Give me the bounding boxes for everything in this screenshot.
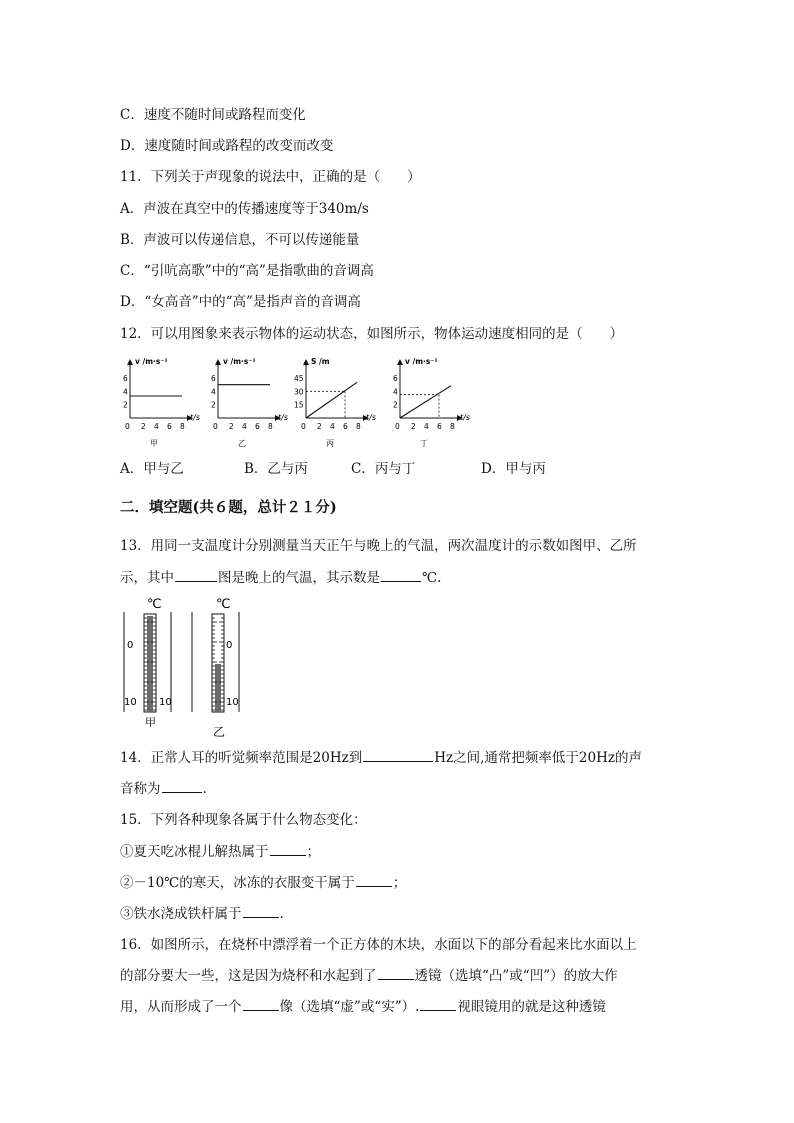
q10-option-d: D．速度随时间或路程的改变而改变 — [120, 138, 334, 154]
q15-blank-2[interactable] — [356, 874, 392, 887]
x-axis-label: t/s — [278, 413, 288, 422]
q16-line3 — [120, 995, 606, 1015]
therm-jia-unit: ℃ — [147, 597, 162, 612]
y-tick-label: 4 — [393, 387, 398, 397]
x-tick-label: 2 — [229, 422, 234, 431]
therm-yi-label: 乙 — [213, 725, 226, 739]
q14-blank-2[interactable] — [162, 780, 202, 793]
y-axis-label: v /m·s⁻¹ — [223, 357, 256, 366]
x-axis-label: t/s — [366, 413, 376, 422]
q13-text-c: ℃. — [422, 570, 442, 586]
thermometer-jia — [124, 597, 172, 729]
x-tick-label: 0 — [125, 422, 130, 431]
q12-options — [120, 457, 546, 477]
y-tick-label: 6 — [393, 374, 398, 383]
x-tick-label: 0 — [301, 422, 306, 431]
q15-item-1 — [120, 840, 320, 860]
x-tick-label: 6 — [343, 422, 348, 431]
y-tick-label: 6 — [123, 374, 128, 383]
q11-option-d: D．“女高音”中的“高”是指声音的音调高 — [120, 294, 361, 310]
therm-jia-label: 甲 — [145, 716, 156, 729]
x-tick-label: 8 — [268, 422, 273, 431]
x-tick-label: 4 — [330, 422, 335, 431]
q14-text-a: 14．正常人耳的听觉频率范围是20Hz到 — [120, 750, 363, 766]
q12-stem: 12．可以用图象来表示物体的运动状态，如图所示，物体运动速度相同的是（ ） — [120, 326, 624, 342]
section-title: 二．填空题(共６题，总计２１分) — [120, 499, 337, 516]
q14-line1 — [120, 746, 642, 766]
x-axis-label: t/s — [190, 413, 200, 422]
q16-text-e: 视眼镜用的就是这种透镜 — [457, 999, 606, 1015]
q16-line2 — [120, 964, 618, 984]
y-tick-label: 45 — [294, 374, 304, 383]
q11-option-c: C．“引吭高歌”中的“高”是指歌曲的音调高 — [120, 263, 374, 279]
q13-line1: 13．用同一支温度计分别测量当天正午与晚上的气温，两次温度计的示数如图甲、乙所 — [120, 538, 637, 554]
x-tick-label: 0 — [395, 422, 400, 431]
x-tick-label: 2 — [141, 422, 146, 431]
graph-2 — [294, 357, 376, 448]
q16-text-a: 的部分要大一些，这是因为烧杯和水起到了 — [120, 968, 377, 984]
q13-line2 — [120, 566, 441, 586]
data-line — [306, 382, 357, 418]
q15-i1-text: ①夏天吃冰棍儿解热属于 — [120, 844, 269, 860]
therm-yi-tick0: 0 — [226, 640, 233, 651]
q15-stem: 15．下列各种现象各属于什么物态变化： — [120, 812, 367, 828]
y-tick-label: 15 — [294, 400, 304, 410]
q14-text-d: . — [202, 781, 207, 797]
q15-blank-1[interactable] — [270, 843, 306, 856]
therm-jia-tick0: 0 — [127, 640, 134, 651]
x-tick-label: 0 — [213, 422, 218, 431]
q15-item-2 — [120, 871, 406, 891]
x-tick-label: 4 — [154, 422, 159, 431]
q16-text-c: 用，从而形成了一个 — [120, 999, 242, 1015]
x-tick-label: 4 — [242, 422, 247, 431]
x-axis-label: t/s — [460, 413, 470, 422]
q14-text-b: Hz之间,通常把频率低于20Hz的声 — [434, 750, 642, 766]
q16-text-b: 透镜（选填“凸”或“凹”）的放大作 — [414, 968, 618, 984]
q14-text-c: 音称为 — [120, 781, 161, 797]
q13-blank-2[interactable] — [381, 569, 421, 582]
y-axis-label: S /m — [311, 357, 330, 366]
y-axis-label: v /m·s⁻¹ — [405, 357, 438, 366]
q15-i2-text: ②－10℃的寒天，冰冻的衣服变干属于 — [120, 875, 355, 891]
q16-line1: 16．如图所示，在烧杯中漂浮着一个正方体的木块，水面以下的部分看起来比水面以上 — [120, 937, 637, 953]
y-tick-label: 2 — [211, 400, 216, 410]
y-tick-label: 30 — [294, 387, 304, 397]
graph-3 — [393, 357, 470, 448]
q14-blank-1[interactable] — [363, 749, 433, 762]
q13-thermometers — [118, 592, 248, 740]
q14-line2 — [120, 777, 207, 797]
q15-i3-end: . — [279, 906, 284, 922]
x-tick-label: 8 — [180, 422, 185, 431]
x-tick-label: 8 — [356, 422, 361, 431]
q16-blank-2[interactable] — [243, 998, 279, 1011]
x-tick-label: 8 — [450, 422, 455, 431]
y-tick-label: 6 — [211, 374, 216, 383]
q12-option-a: A．甲与乙 — [120, 461, 184, 477]
q11-stem: 11．下列关于声现象的说法中，正确的是（ ） — [120, 169, 421, 185]
q15-blank-3[interactable] — [243, 905, 279, 918]
graph-label: 丙 — [326, 439, 334, 448]
q16-blank-3[interactable] — [420, 998, 456, 1011]
x-tick-label: 6 — [255, 422, 260, 431]
q13-text-a: 示，其中 — [120, 570, 174, 586]
x-tick-label: 6 — [437, 422, 442, 431]
graph-label: 乙 — [238, 439, 246, 448]
q10-option-c: C．速度不随时间或路程而变化 — [120, 107, 306, 123]
y-tick-label: 4 — [211, 387, 216, 397]
therm-yi-tick10: 10 — [226, 697, 239, 708]
q15-i2-end: ； — [392, 875, 407, 891]
therm-jia-tick10-left: 10 — [124, 697, 137, 708]
y-tick-label: 4 — [123, 387, 128, 397]
q12-graphs — [118, 350, 488, 450]
data-line — [400, 386, 451, 418]
q12-option-b: B．乙与丙 — [244, 461, 308, 477]
q12-option-c: C．丙与丁 — [351, 461, 416, 477]
graph-label: 丁 — [420, 439, 428, 448]
q13-text-b: 图是晚上的气温，其示数是 — [218, 570, 380, 586]
q11-option-a: A．声波在真空中的传播速度等于340m/s — [120, 201, 369, 217]
x-tick-label: 2 — [411, 422, 416, 431]
therm-yi-unit: ℃ — [216, 597, 231, 612]
q12-option-d: D．甲与丙 — [481, 461, 546, 477]
y-tick-label: 2 — [393, 400, 398, 410]
q15-i1-end: ； — [306, 844, 320, 860]
q13-blank-1[interactable] — [175, 569, 217, 582]
y-axis-label: v /m·s⁻¹ — [135, 357, 168, 366]
graph-0 — [123, 357, 200, 448]
graph-label: 甲 — [150, 439, 158, 448]
q15-i3-text: ③铁水浇成铁杆属于 — [120, 906, 242, 922]
y-tick-label: 2 — [123, 400, 128, 410]
thermometer-yi — [192, 597, 239, 739]
therm-jia-tick10-right: 10 — [159, 697, 172, 708]
q16-text-d: 像（选填“虚”或“实”）. — [279, 999, 420, 1015]
graph-1 — [211, 357, 288, 448]
x-tick-label: 2 — [317, 422, 322, 431]
q11-option-b: B．声波可以传递信息，不可以传递能量 — [120, 232, 360, 248]
x-tick-label: 4 — [424, 422, 429, 431]
q16-blank-1[interactable] — [378, 967, 414, 980]
q15-item-3 — [120, 902, 284, 922]
x-tick-label: 6 — [167, 422, 172, 431]
